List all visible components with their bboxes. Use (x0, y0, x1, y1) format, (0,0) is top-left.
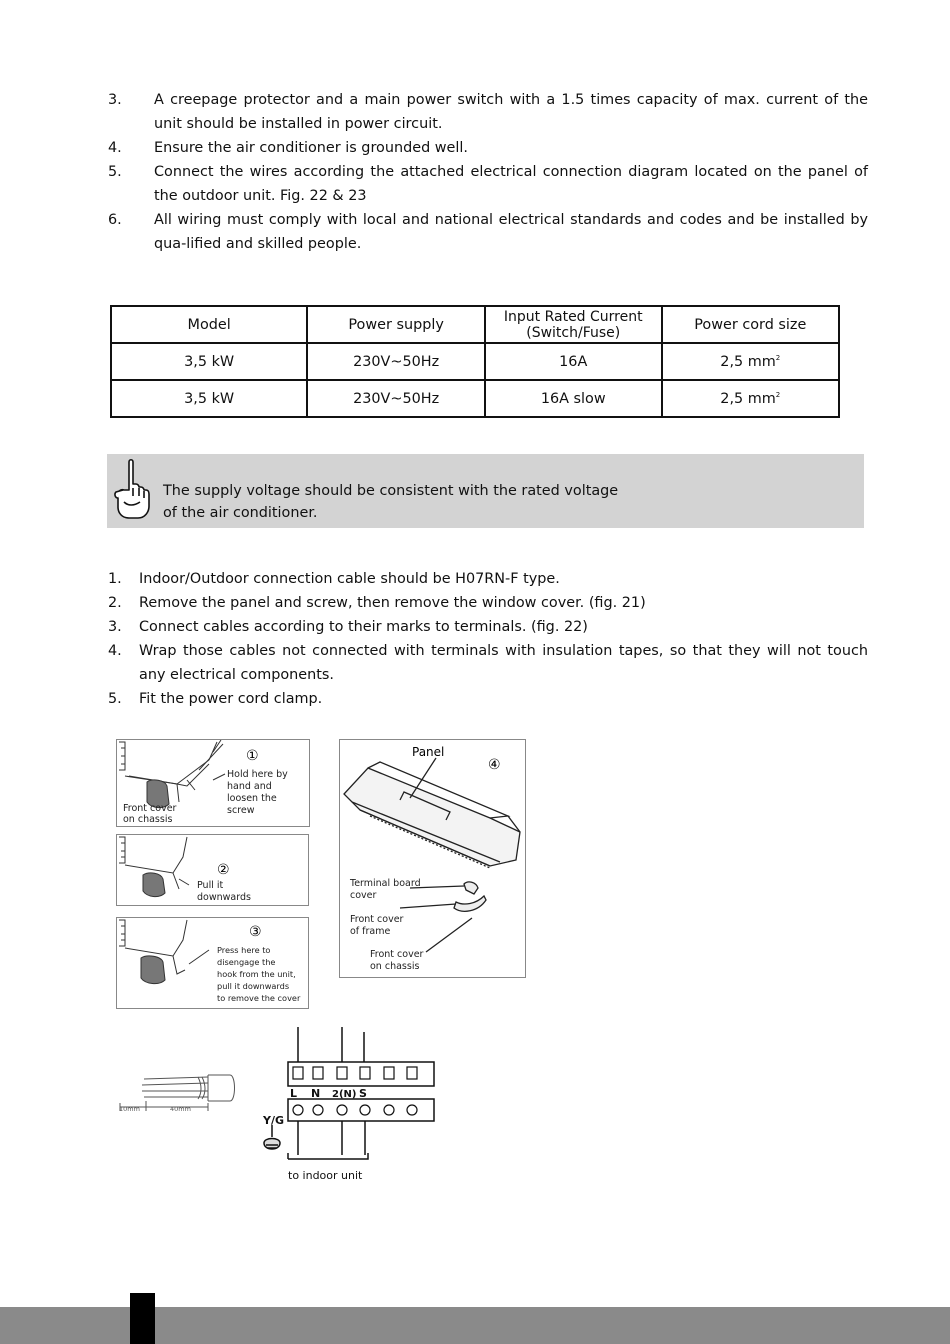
list-item (108, 687, 868, 711)
cord-size-exponent: 2 (775, 390, 781, 399)
label-press-5: to remove the cover (217, 993, 301, 1003)
list-item (108, 639, 868, 687)
unit-corner-illustration (117, 740, 309, 826)
list-item (108, 567, 868, 591)
terminal-label-n: N (311, 1087, 321, 1100)
header-power-cord-size: Power cord size (662, 306, 839, 343)
cable-strip-diagram (112, 1065, 242, 1120)
list-text: A creepage protector and a main power switch with a 1.5 times capacity of max. current of the unit should be installed in power circuit. (154, 92, 868, 132)
pointing-hand-icon (112, 458, 152, 520)
list-item (108, 88, 868, 136)
list-item (108, 136, 868, 160)
list-text: Ensure the air conditioner is grounded well. (154, 140, 468, 156)
figure-step-4-panel (339, 739, 526, 978)
header-model: Model (111, 306, 307, 343)
terminal-wiring-illustration (258, 1027, 440, 1185)
header-input-current-line2: (Switch/Fuse) (526, 324, 621, 341)
step-number: ③ (249, 924, 262, 940)
note-line-2: of the air conditioner. (163, 505, 318, 521)
list-text: Fit the power cord clamp. (139, 691, 323, 707)
cord-size-exponent: 2 (775, 353, 781, 362)
list-number: 2. (108, 595, 122, 611)
header-power-supply: Power supply (307, 306, 485, 343)
list-item (108, 208, 868, 256)
cell-current: 16A (485, 343, 662, 380)
label-press-1: Press here to (217, 945, 271, 955)
ground-label: Y/G (263, 1114, 285, 1127)
table-row (111, 343, 839, 380)
list-item (108, 615, 868, 639)
unit-corner-illustration (117, 918, 308, 1008)
list-number: 4. (108, 643, 122, 659)
terminal-label-l: L (290, 1087, 298, 1100)
label-front-chassis-2: on chassis (370, 961, 420, 972)
label-hold-4: screw (227, 805, 255, 816)
list-number: 5. (108, 691, 122, 707)
cell-power-supply: 230V~50Hz (307, 343, 485, 380)
dim-10mm: 10mm (119, 1105, 140, 1113)
list-text: Connect the wires according the attached electrical connection diagram located on the panel of the outdoor unit. Fig. 22 & 23 (154, 164, 868, 204)
step-number: ② (217, 862, 230, 878)
cord-size-value: 2,5 mm (720, 353, 776, 370)
list-number: 3. (108, 619, 122, 635)
label-hold-1: Hold here by (227, 769, 288, 780)
list-number: 6. (108, 212, 122, 228)
list-text: Indoor/Outdoor connection cable should be H07RN-F type. (139, 571, 560, 587)
note-text (163, 480, 618, 524)
list-item (108, 160, 868, 208)
terminal-label-2n: 2(N) (332, 1089, 357, 1100)
list-number: 4. (108, 140, 122, 156)
note-line-1: The supply voltage should be consistent with the rated voltage (163, 483, 619, 499)
footer-tab-marker (130, 1293, 155, 1344)
header-input-current-line1: Input Rated Current (503, 308, 643, 325)
step-number: ④ (488, 757, 501, 773)
label-press-3: hook from the unit, (217, 969, 296, 979)
label-front-frame-1: Front cover (350, 914, 404, 925)
cell-cord-size (662, 343, 839, 380)
figure-step-2 (116, 834, 309, 906)
label-pull-1: Pull it (197, 880, 224, 891)
label-front-chassis-1: Front cover (370, 949, 424, 960)
table-row (111, 380, 839, 417)
label-pull-2: downwards (197, 892, 251, 903)
cell-power-supply: 230V~50Hz (307, 380, 485, 417)
list-item (108, 591, 868, 615)
list-number: 5. (108, 164, 122, 180)
list-text: Remove the panel and screw, then remove the window cover. (fig. 21) (139, 595, 646, 611)
figure-step-1 (116, 739, 310, 827)
instruction-list-wiring (108, 88, 868, 256)
table-header-row (111, 306, 839, 343)
outdoor-unit-panel-illustration (340, 740, 525, 977)
terminal-block-diagram (258, 1027, 440, 1185)
label-terminal-cover-1: Terminal board (350, 878, 421, 889)
list-number: 1. (108, 571, 122, 587)
note-box (107, 454, 864, 528)
dim-40mm: 40mm (170, 1105, 191, 1113)
list-number: 3. (108, 92, 122, 108)
label-front-cover-1: Front cover (123, 803, 177, 814)
label-front-frame-2: of frame (350, 926, 391, 937)
step-number: ① (246, 748, 259, 764)
label-panel: Panel (412, 745, 445, 759)
figure-step-3 (116, 917, 309, 1009)
instruction-list-connection (108, 567, 868, 711)
label-terminal-cover-2: cover (350, 890, 377, 901)
cell-model: 3,5 kW (111, 380, 307, 417)
header-input-current (485, 306, 662, 343)
unit-corner-illustration (117, 835, 308, 905)
list-text: Wrap those cables not connected with terminals with insulation tapes, so that they will not touch any electrical components. (139, 643, 868, 683)
cell-current: 16A slow (485, 380, 662, 417)
cord-size-value: 2,5 mm (720, 390, 776, 407)
list-text: All wiring must comply with local and national electrical standards and codes and be installed by qua-lified and skilled people. (154, 212, 868, 252)
power-spec-table (110, 305, 840, 418)
caption-to-indoor-unit: to indoor unit (288, 1169, 363, 1182)
terminal-label-s: S (359, 1087, 367, 1100)
label-hold-3: loosen the (227, 793, 277, 804)
cell-cord-size (662, 380, 839, 417)
cell-model: 3,5 kW (111, 343, 307, 380)
page-footer-bar (0, 1307, 950, 1344)
list-text: Connect cables according to their marks to terminals. (fig. 22) (139, 619, 588, 635)
label-press-4: pull it downwards (217, 981, 290, 991)
label-press-2: disengage the (217, 957, 276, 967)
label-hold-2: hand and (227, 781, 272, 792)
cable-illustration (112, 1065, 242, 1120)
label-front-cover-2: on chassis (123, 814, 173, 825)
